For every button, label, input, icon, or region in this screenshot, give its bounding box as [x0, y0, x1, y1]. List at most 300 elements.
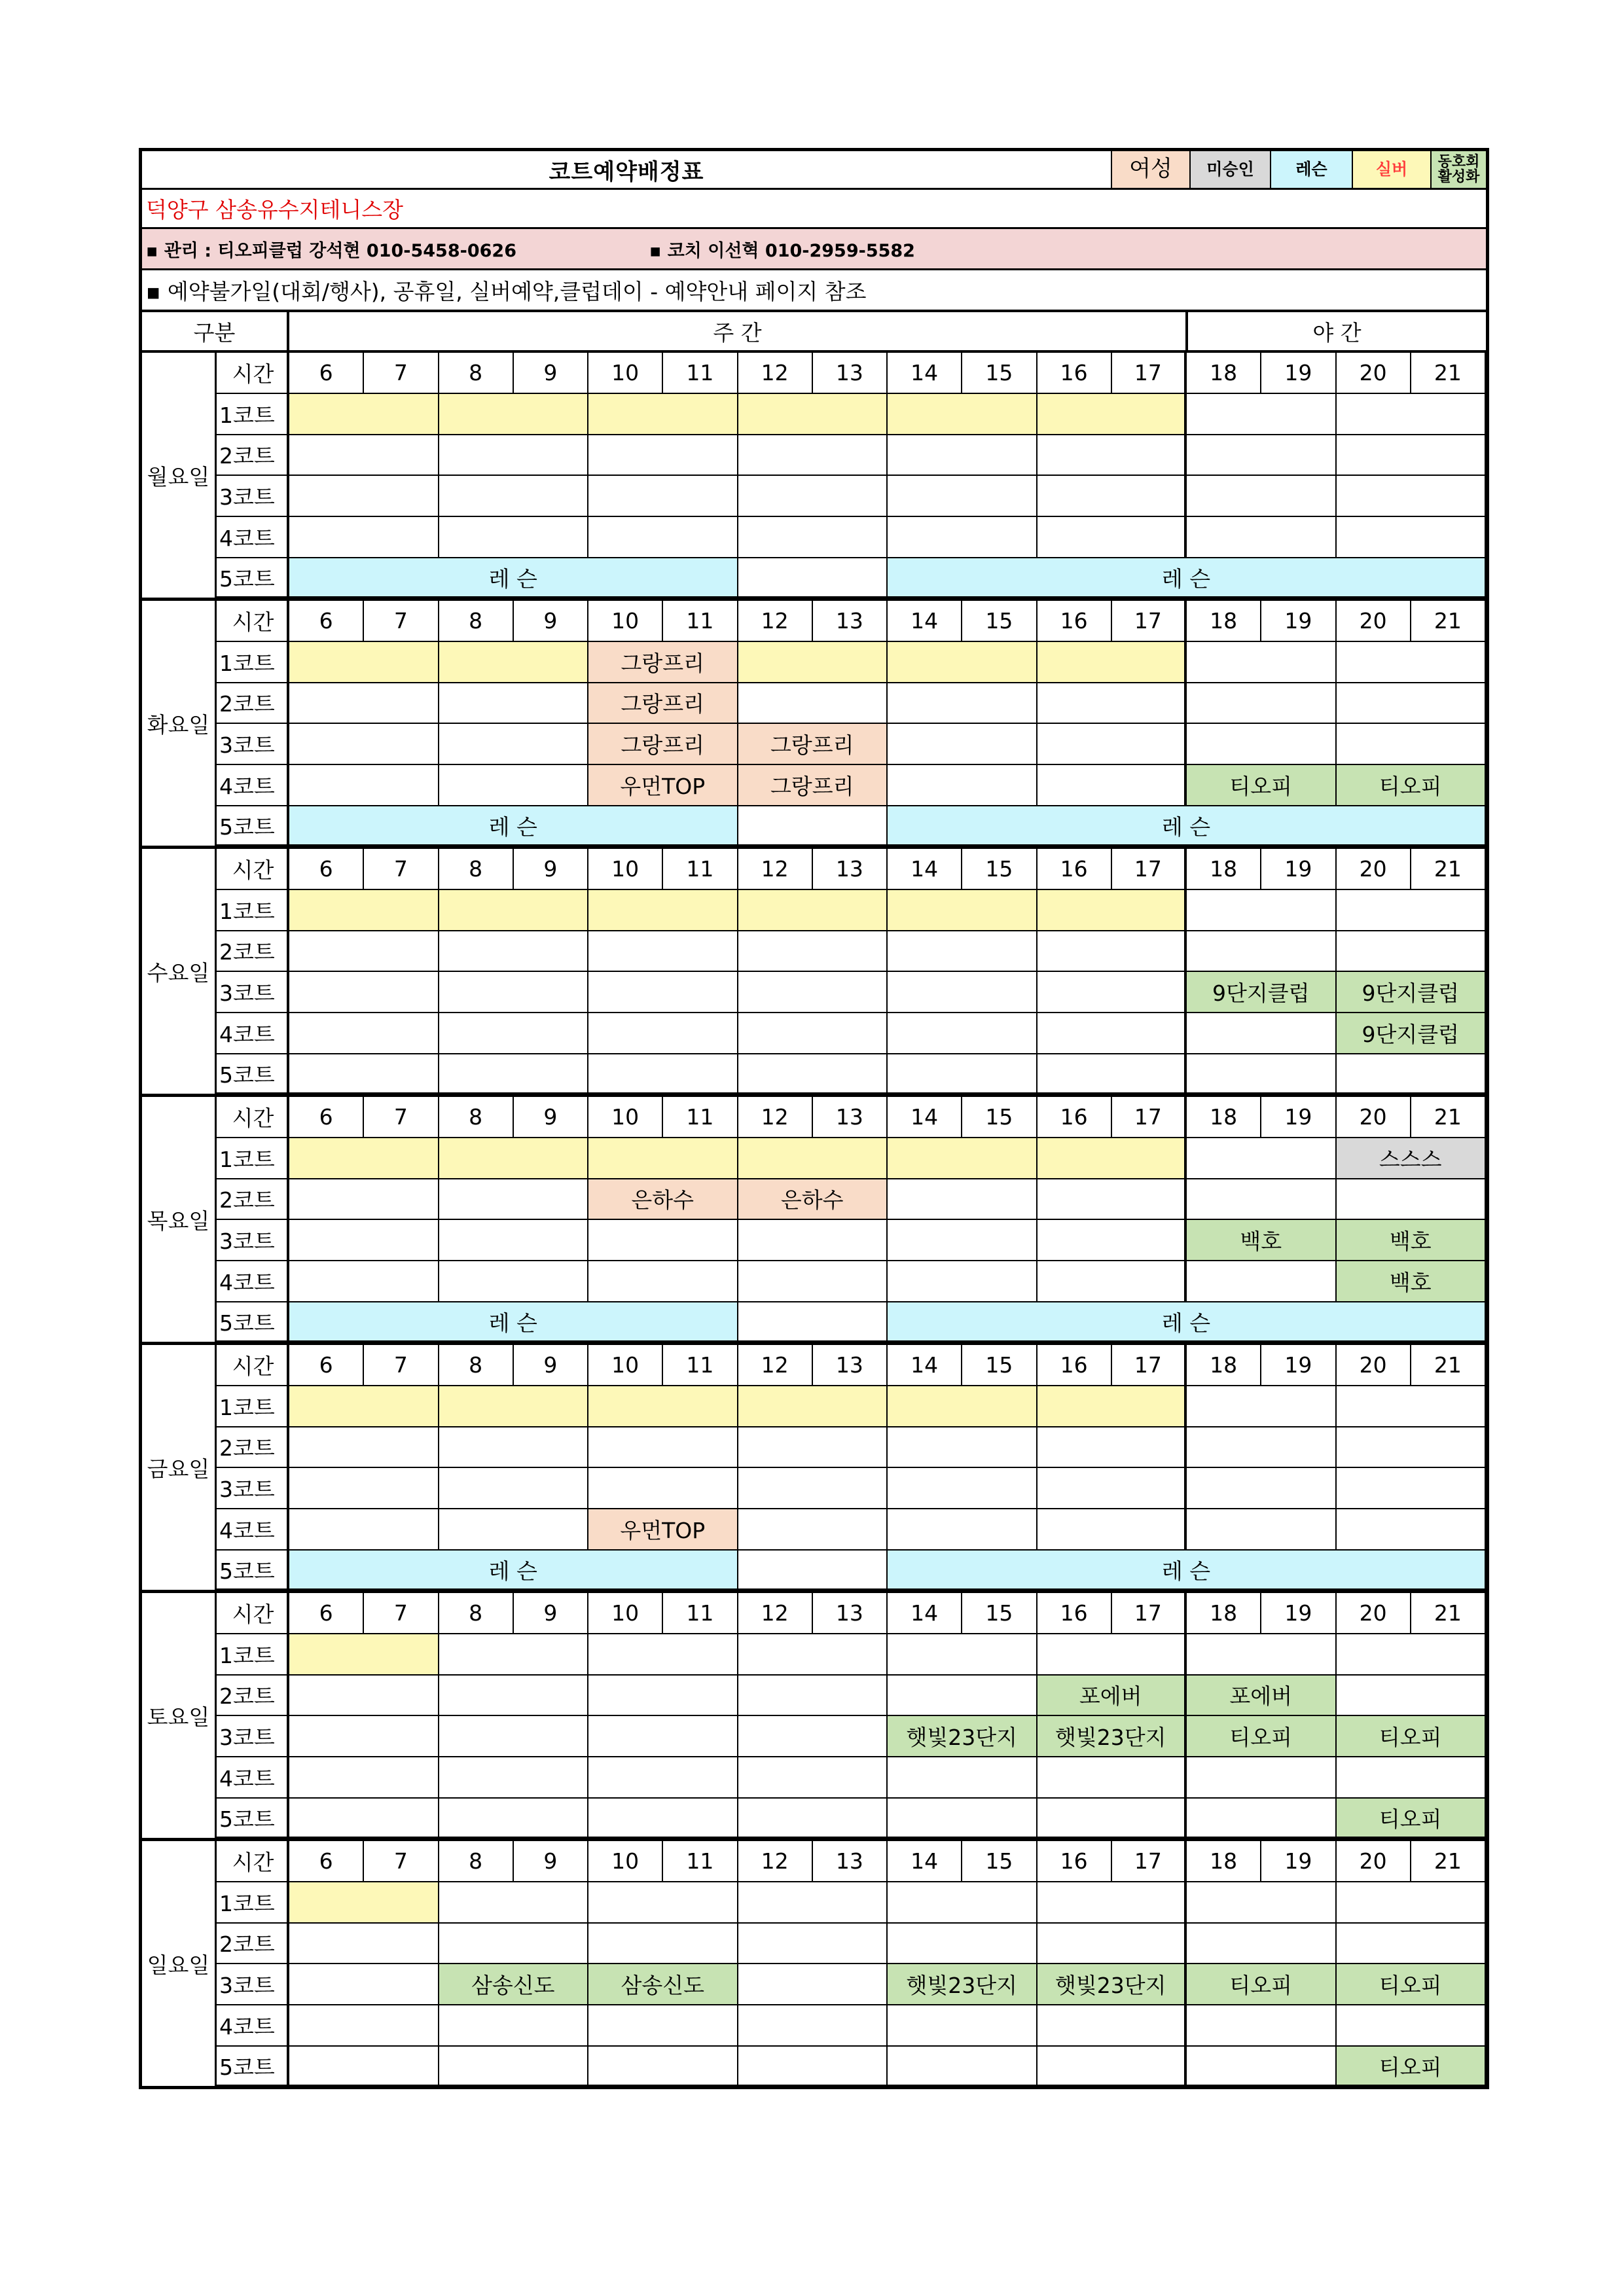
empty-slot: [1038, 1013, 1187, 1054]
reservation-block: [588, 394, 738, 435]
empty-slot: [439, 1676, 589, 1717]
court-label: 3코트: [217, 476, 289, 517]
empty-slot: [738, 1220, 888, 1261]
reservation-block: 티오피: [1187, 1964, 1337, 2005]
empty-slot: [289, 1054, 439, 1094]
empty-slot: [1187, 1468, 1337, 1509]
hour-header: 13: [813, 849, 888, 890]
empty-slot: [439, 1179, 589, 1221]
empty-slot: [289, 2005, 439, 2047]
hour-header: 11: [663, 1097, 738, 1138]
hour-header: 18: [1187, 1345, 1261, 1386]
hour-header: 15: [962, 849, 1037, 890]
day-block: [139, 1593, 1489, 1841]
hour-header: 8: [439, 353, 514, 394]
reservation-block: 레 슨: [289, 806, 738, 846]
court-label: 4코트: [217, 765, 289, 806]
empty-slot: [1187, 1924, 1337, 1965]
legend-item: 미승인: [1189, 151, 1270, 188]
reservation-block: [888, 890, 1038, 931]
empty-slot: [289, 1964, 439, 2005]
empty-slot: [1187, 931, 1337, 973]
empty-slot: [289, 1427, 439, 1469]
reservation-block: [1038, 1138, 1187, 1179]
court-label: 2코트: [217, 931, 289, 973]
court-label: 5코트: [217, 806, 289, 846]
court-label: 5코트: [217, 1302, 289, 1342]
day-block: [139, 601, 1489, 849]
court-label: 1코트: [217, 1386, 289, 1427]
reservation-block: [289, 1386, 439, 1427]
empty-slot: [588, 1799, 738, 1838]
hour-header: 9: [514, 1345, 588, 1386]
empty-slot: [439, 435, 589, 476]
empty-slot: [1038, 1799, 1187, 1838]
reservation-block: [1038, 642, 1187, 683]
reservation-block: 백호: [1187, 1220, 1337, 1261]
empty-slot: [1337, 2005, 1487, 2047]
hour-header: 8: [439, 849, 514, 890]
hour-header: 16: [1038, 1841, 1112, 1882]
hour-header: 8: [439, 1097, 514, 1138]
hour-header: 7: [364, 1841, 439, 1882]
reservation-block: [888, 642, 1038, 683]
reservation-block: 9단지클럽: [1337, 972, 1487, 1013]
hour-header: 6: [289, 353, 364, 394]
venue-row: [139, 190, 1489, 229]
empty-slot: [439, 1468, 589, 1509]
hour-header: 12: [738, 1841, 813, 1882]
hour-header: 17: [1112, 353, 1187, 394]
empty-slot: [289, 972, 439, 1013]
court-label: 2코트: [217, 1924, 289, 1965]
hour-header: 12: [738, 1097, 813, 1138]
hour-header: 9: [514, 1841, 588, 1882]
empty-slot: [588, 1013, 738, 1054]
day-block: [139, 1841, 1489, 2089]
hour-header: 20: [1337, 353, 1411, 394]
hour-header: 17: [1112, 1097, 1187, 1138]
reservation-block: 레 슨: [888, 806, 1486, 846]
empty-slot: [1187, 1799, 1337, 1838]
reservation-block: 레 슨: [888, 1551, 1486, 1590]
empty-slot: [1038, 1220, 1187, 1261]
empty-slot: [738, 1509, 888, 1551]
reservation-block: 은하수: [738, 1179, 888, 1221]
time-label: 시간: [217, 601, 289, 642]
hour-header: 11: [663, 353, 738, 394]
empty-slot: [1337, 1634, 1487, 1676]
empty-slot: [439, 1924, 589, 1965]
empty-slot: [738, 1924, 888, 1965]
empty-slot: [888, 1634, 1038, 1676]
empty-slot: [738, 1261, 888, 1302]
day-block: [139, 353, 1489, 601]
hour-header: 12: [738, 1593, 813, 1634]
hour-header: 14: [888, 1841, 962, 1882]
empty-slot: [888, 972, 1038, 1013]
hour-header: 19: [1261, 1345, 1336, 1386]
empty-slot: [1337, 1757, 1487, 1799]
empty-slot: [1187, 435, 1337, 476]
empty-slot: [439, 683, 589, 725]
empty-slot: [888, 1013, 1038, 1054]
empty-slot: [1187, 476, 1337, 517]
hour-header: 16: [1038, 849, 1112, 890]
empty-slot: [289, 2047, 439, 2086]
reservation-block: [289, 1138, 439, 1179]
hour-header: 9: [514, 849, 588, 890]
day-name: 목요일: [142, 1097, 217, 1342]
hour-header: 14: [888, 1345, 962, 1386]
empty-slot: [888, 1757, 1038, 1799]
empty-slot: [1187, 2047, 1337, 2086]
reservation-block: 티오피: [1337, 2047, 1487, 2086]
reservation-block: 햇빛23단지: [888, 1716, 1038, 1757]
court-label: 4코트: [217, 2005, 289, 2047]
hour-header: 7: [364, 353, 439, 394]
reservation-block: 티오피: [1337, 1716, 1487, 1757]
court-label: 3코트: [217, 972, 289, 1013]
empty-slot: [439, 1716, 589, 1757]
court-label: 2코트: [217, 1179, 289, 1221]
reservation-block: [888, 394, 1038, 435]
hour-header: 21: [1411, 353, 1486, 394]
empty-slot: [289, 1509, 439, 1551]
court-label: 3코트: [217, 1964, 289, 2005]
day-block: [139, 1345, 1489, 1593]
empty-slot: [738, 1013, 888, 1054]
empty-slot: [588, 1054, 738, 1094]
empty-slot: [439, 724, 589, 765]
hour-header: 13: [813, 353, 888, 394]
reservation-block: [738, 890, 888, 931]
empty-slot: [439, 1757, 589, 1799]
empty-slot: [439, 476, 589, 517]
empty-slot: [1337, 683, 1487, 725]
empty-slot: [588, 1261, 738, 1302]
empty-slot: [439, 1882, 589, 1924]
empty-slot: [1038, 1261, 1187, 1302]
court-label: 3코트: [217, 1220, 289, 1261]
hour-header: 15: [962, 601, 1037, 642]
hour-header: 18: [1187, 1593, 1261, 1634]
empty-slot: [888, 1261, 1038, 1302]
court-label: 1코트: [217, 1634, 289, 1676]
hour-header: 12: [738, 601, 813, 642]
hour-header: 19: [1261, 1841, 1336, 1882]
empty-slot: [289, 1757, 439, 1799]
empty-slot: [1187, 1386, 1337, 1427]
hour-header: 6: [289, 849, 364, 890]
empty-slot: [439, 1799, 589, 1838]
reservation-block: 그랑프리: [588, 642, 738, 683]
empty-slot: [1187, 683, 1337, 725]
reservation-block: [588, 890, 738, 931]
reservation-block: 스스스: [1337, 1138, 1487, 1179]
empty-slot: [289, 1468, 439, 1509]
empty-slot: [738, 2047, 888, 2086]
empty-slot: [1187, 1138, 1337, 1179]
empty-slot: [888, 1468, 1038, 1509]
hour-header: 19: [1261, 1097, 1336, 1138]
reservation-block: [289, 890, 439, 931]
reservation-block: 백호: [1337, 1220, 1487, 1261]
empty-slot: [439, 765, 589, 806]
empty-slot: [1038, 1468, 1187, 1509]
hour-header: 13: [813, 1841, 888, 1882]
reservation-block: [289, 642, 439, 683]
page-title: 코트예약배정표: [549, 158, 704, 185]
empty-slot: [1038, 1882, 1187, 1924]
hour-header: 21: [1411, 1345, 1486, 1386]
hour-header: 17: [1112, 601, 1187, 642]
reservation-block: 레 슨: [888, 558, 1486, 598]
empty-slot: [738, 931, 888, 973]
empty-slot: [439, 1509, 589, 1551]
hour-header: 15: [962, 1593, 1037, 1634]
empty-slot: [738, 1427, 888, 1469]
notice-row: [139, 270, 1489, 312]
empty-slot: [588, 1220, 738, 1261]
empty-slot: [738, 1634, 888, 1676]
empty-slot: [1337, 517, 1487, 558]
legend-item: 동호회 활성화: [1430, 151, 1486, 188]
hour-header: 19: [1261, 849, 1336, 890]
legend-item: 레슨: [1270, 151, 1352, 188]
hour-header: 11: [663, 1593, 738, 1634]
empty-slot: [1187, 394, 1337, 435]
court-label: 1코트: [217, 1882, 289, 1924]
empty-slot: [289, 765, 439, 806]
empty-slot: [888, 1924, 1038, 1965]
empty-slot: [1038, 2047, 1187, 2086]
empty-slot: [1038, 724, 1187, 765]
empty-slot: [1337, 476, 1487, 517]
day-name: 금요일: [142, 1345, 217, 1590]
hour-header: 14: [888, 353, 962, 394]
hour-header: 19: [1261, 353, 1336, 394]
hour-header: 11: [663, 601, 738, 642]
empty-slot: [738, 517, 888, 558]
empty-slot: [888, 1054, 1038, 1094]
reservation-block: [888, 1386, 1038, 1427]
empty-slot: [1337, 1468, 1487, 1509]
court-label: 2코트: [217, 1427, 289, 1469]
hour-header: 8: [439, 1345, 514, 1386]
empty-slot: [738, 806, 888, 846]
hour-header: 9: [514, 353, 588, 394]
hour-header: 9: [514, 601, 588, 642]
empty-slot: [1187, 1054, 1337, 1094]
empty-slot: [439, 1261, 589, 1302]
reservation-block: [888, 1138, 1038, 1179]
reservation-block: 우먼TOP: [588, 1509, 738, 1551]
legend-item: 여성: [1111, 151, 1189, 188]
hour-header: 12: [738, 849, 813, 890]
empty-slot: [1038, 517, 1187, 558]
hour-header: 14: [888, 849, 962, 890]
reservation-block: [289, 1634, 439, 1676]
empty-slot: [1187, 1757, 1337, 1799]
coach-contact: ▪ 코치 이선혁 010-2959-5582: [649, 240, 915, 261]
weekly-schedule: [139, 353, 1489, 2089]
hour-header: 17: [1112, 1593, 1187, 1634]
empty-slot: [1187, 1179, 1337, 1221]
reservation-block: 햇빛23단지: [888, 1964, 1038, 2005]
venue-name: 덕양구 삼송유수지테니스장: [146, 197, 404, 223]
reservation-block: 포에버: [1187, 1676, 1337, 1717]
empty-slot: [888, 1179, 1038, 1221]
empty-slot: [289, 476, 439, 517]
hour-header: 16: [1038, 1593, 1112, 1634]
empty-slot: [1187, 642, 1337, 683]
court-label: 2코트: [217, 435, 289, 476]
empty-slot: [588, 1676, 738, 1717]
court-label: 1코트: [217, 1138, 289, 1179]
schedule-sheet: [139, 148, 1489, 2089]
empty-slot: [1337, 724, 1487, 765]
hour-header: 10: [588, 353, 663, 394]
empty-slot: [888, 724, 1038, 765]
empty-slot: [1038, 1634, 1187, 1676]
empty-slot: [1038, 972, 1187, 1013]
empty-slot: [439, 1054, 589, 1094]
empty-slot: [1337, 1386, 1487, 1427]
empty-slot: [1337, 1054, 1487, 1094]
empty-slot: [289, 683, 439, 725]
reservation-block: [289, 394, 439, 435]
hour-header: 10: [588, 601, 663, 642]
empty-slot: [1187, 1427, 1337, 1469]
hour-header: 17: [1112, 849, 1187, 890]
empty-slot: [439, 1634, 589, 1676]
empty-slot: [588, 1427, 738, 1469]
empty-slot: [588, 1468, 738, 1509]
reservation-block: [738, 394, 888, 435]
hour-header: 20: [1337, 1593, 1411, 1634]
court-label: 5코트: [217, 1799, 289, 1838]
empty-slot: [1187, 2005, 1337, 2047]
hour-header: 6: [289, 1345, 364, 1386]
empty-slot: [738, 558, 888, 598]
empty-slot: [1038, 2005, 1187, 2047]
empty-slot: [888, 1509, 1038, 1551]
day-name: 일요일: [142, 1841, 217, 2086]
reservation-block: 레 슨: [289, 1302, 738, 1342]
empty-slot: [1038, 1054, 1187, 1094]
reservation-block: 햇빛23단지: [1038, 1716, 1187, 1757]
empty-slot: [738, 683, 888, 725]
hour-header: 10: [588, 1593, 663, 1634]
empty-slot: [1038, 931, 1187, 973]
hour-header: 18: [1187, 849, 1261, 890]
empty-slot: [439, 2005, 589, 2047]
category-row: [139, 312, 1489, 353]
empty-slot: [888, 2047, 1038, 2086]
hour-header: 16: [1038, 1097, 1112, 1138]
reservation-block: [439, 1138, 589, 1179]
court-label: 1코트: [217, 890, 289, 931]
hour-header: 13: [813, 1097, 888, 1138]
empty-slot: [738, 476, 888, 517]
empty-slot: [738, 1716, 888, 1757]
day-name: 토요일: [142, 1593, 217, 1838]
empty-slot: [1038, 1757, 1187, 1799]
empty-slot: [289, 1676, 439, 1717]
reservation-block: 티오피: [1337, 765, 1487, 806]
hour-header: 8: [439, 1593, 514, 1634]
hour-header: 7: [364, 1345, 439, 1386]
empty-slot: [1337, 1427, 1487, 1469]
hour-header: 16: [1038, 353, 1112, 394]
reservation-block: 티오피: [1187, 765, 1337, 806]
empty-slot: [289, 1013, 439, 1054]
time-label: 시간: [217, 1593, 289, 1634]
empty-slot: [289, 435, 439, 476]
hour-header: 10: [588, 1097, 663, 1138]
day-name: 월요일: [142, 353, 217, 598]
hour-header: 21: [1411, 1097, 1486, 1138]
court-label: 3코트: [217, 1716, 289, 1757]
daytime-label: 주 간: [289, 312, 1188, 350]
empty-slot: [439, 972, 589, 1013]
reservation-block: 우먼TOP: [588, 765, 738, 806]
reservation-block: [588, 1386, 738, 1427]
empty-slot: [289, 1220, 439, 1261]
hour-header: 11: [663, 1345, 738, 1386]
hour-header: 20: [1337, 1097, 1411, 1138]
reservation-block: 그랑프리: [738, 765, 888, 806]
hour-header: 18: [1187, 601, 1261, 642]
empty-slot: [1187, 1013, 1337, 1054]
reservation-block: [1038, 1386, 1187, 1427]
hour-header: 13: [813, 601, 888, 642]
hour-header: 19: [1261, 1593, 1336, 1634]
empty-slot: [439, 1220, 589, 1261]
hour-header: 7: [364, 601, 439, 642]
court-label: 2코트: [217, 683, 289, 725]
empty-slot: [738, 1551, 888, 1590]
hour-header: 21: [1411, 601, 1486, 642]
court-label: 1코트: [217, 642, 289, 683]
empty-slot: [588, 2005, 738, 2047]
empty-slot: [588, 1634, 738, 1676]
reservation-block: [439, 394, 589, 435]
empty-slot: [588, 931, 738, 973]
court-label: 2코트: [217, 1676, 289, 1717]
hour-header: 15: [962, 353, 1037, 394]
empty-slot: [1187, 1882, 1337, 1924]
court-label: 4코트: [217, 1757, 289, 1799]
reservation-block: 레 슨: [289, 558, 738, 598]
hour-header: 13: [813, 1345, 888, 1386]
hour-header: 9: [514, 1097, 588, 1138]
empty-slot: [1187, 1509, 1337, 1551]
empty-slot: [289, 1924, 439, 1965]
empty-slot: [439, 1427, 589, 1469]
empty-slot: [1038, 1179, 1187, 1221]
day-grid: [217, 601, 1486, 846]
hour-header: 20: [1337, 1345, 1411, 1386]
reservation-block: 햇빛23단지: [1038, 1964, 1187, 2005]
empty-slot: [888, 517, 1038, 558]
empty-slot: [888, 476, 1038, 517]
empty-slot: [1187, 1261, 1337, 1302]
court-label: 5코트: [217, 1054, 289, 1094]
empty-slot: [289, 931, 439, 973]
day-grid: [217, 1841, 1486, 2086]
